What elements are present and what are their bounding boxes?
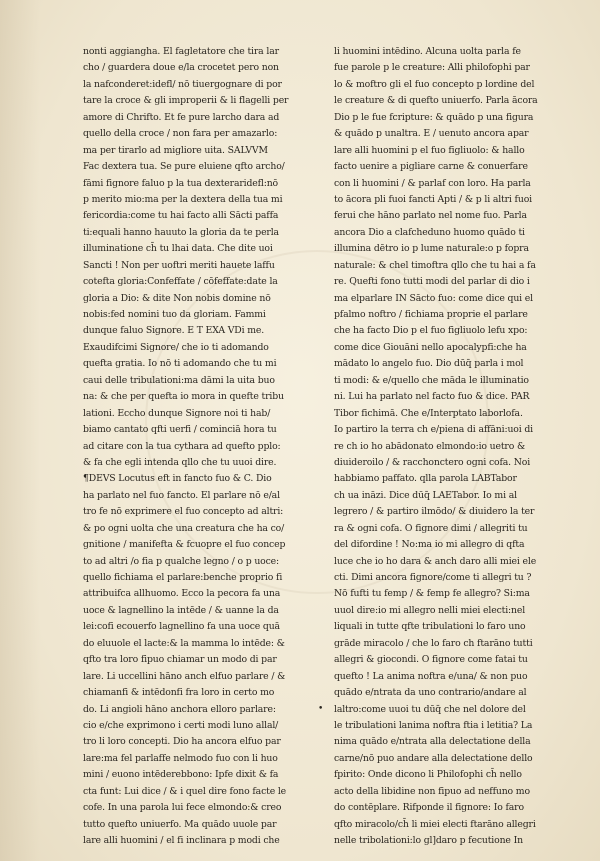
text-line: quello fichiama el parlare:benche proprio fi xyxy=(83,572,283,583)
right-text-column xyxy=(334,44,572,849)
text-line: uoce & lagnellino la intēde / & uanne la da xyxy=(83,604,279,616)
text-line: & fa che egli intenda qllo che tu uuoi dire. xyxy=(83,456,277,468)
text-line: to ācora pli fuoi fancti Apti / & p li altri fuoi xyxy=(334,193,532,205)
left-text-column xyxy=(83,44,311,849)
text-line: ra & ogni cofa. O fignore dimi / allegriti tu xyxy=(334,522,528,534)
text-line: na: & che per quefta io mora in quefte tribu xyxy=(83,391,284,403)
text-line: cotefta gloria:Confeffate / cōfeffate:date la xyxy=(83,276,278,288)
text-line: Nō fufti tu femp / & femp fe allegro? Si:ma xyxy=(334,588,530,600)
text-line: cofe. In una parola lui fece elmondo:& creo xyxy=(83,802,282,814)
text-line: tro fe nō exprimere el fuo concepto ad altri: xyxy=(83,506,284,518)
text-line: li huomini intēdino. Alcuna uolta parla fe xyxy=(334,46,521,57)
text-line: ma elparlare IN Sācto fuo: come dice qui el xyxy=(334,292,533,304)
text-line: fpirito: Onde dicono li Philofophi ch̄ nello xyxy=(334,769,522,781)
text-line: del difordine ! No:ma io mi allegro di qfta xyxy=(334,539,525,551)
text-line: tare la croce & gli improperii & li flagelli per xyxy=(83,95,289,107)
text-line: lare:ma fel parlaffe nelmodo fuo con li huo xyxy=(83,752,278,764)
text-line: fericordia:come tu hai facto alli Sācti paffa xyxy=(83,210,279,222)
text-line: cio e/che exprimono i certi modi luno allal/ xyxy=(83,719,279,731)
text-line: lei:cofi ecouerfo lagnellino fa una uoce quā xyxy=(83,621,280,633)
text-line: caui delle tribulationi:ma dāmi la uita buo xyxy=(83,374,275,386)
text-line: ti modi: & e/quello che māda le illuminatio xyxy=(334,374,529,386)
text-line: uuol dire:io mi allegro nelli miei electi:nel xyxy=(334,604,526,616)
text-line: Io partiro la terra ch e/piena di affāni:uoi di xyxy=(334,424,533,436)
text-line: Sancti ! Non per uoftri meriti hauete laffu xyxy=(83,259,275,271)
text-line: tutto quefto uniuerfo. Ma quādo uuole par xyxy=(83,818,277,830)
text-line: le tribulationi lanima noftra ftia i letitia? La xyxy=(334,719,533,731)
text-line: & quādo p unaltra. E / uenuto ancora apar xyxy=(334,128,529,140)
text-line: nelle tribolationi:lo gl]daro p fecutione In xyxy=(334,835,523,846)
text-line: chiamanfi & intēdonfi fra loro in certo mo xyxy=(83,687,275,699)
text-line: cti. Dimi ancora fignore/come ti allegri tu ? xyxy=(334,572,532,583)
text-line: attribuifca allhuomo. Ecco la pecora fa una xyxy=(83,588,281,600)
text-line: pfalmo noftro / fichiama proprie el parlare xyxy=(334,309,528,320)
text-line: gnitione / manifefta & fcuopre el fuo concep xyxy=(83,539,286,551)
text-line: illuminatione ch̄ tu lhai data. Che dite uoi xyxy=(83,243,273,255)
text-line: tro li loro concepti. Dio ha ancora elfuo par xyxy=(83,736,281,748)
text-line: dunque faluo Signore. E T EXA VDi me. xyxy=(83,325,265,337)
text-line: Exaudifcimi Signore/ che io ti adomando xyxy=(83,341,269,353)
text-line: lare. Li uccellini hāno anch elfuo parlare / & xyxy=(83,670,286,682)
text-line: lare alli huomini p el fuo figliuolo: & hallo xyxy=(334,144,525,156)
text-line: acto della libidine non fipuo ad neffuno mo xyxy=(334,785,530,797)
text-line: amore di Chrifto. Et fe pure larcho dara ad xyxy=(83,111,280,123)
text-line: luce che io ho dara & anch daro alli miei ele xyxy=(334,555,537,567)
text-line: come dice Giouāni nello apocalypfi:che ha xyxy=(334,341,527,353)
text-line: Tibor fichimā. Che e/Interptato laborlofa. xyxy=(334,407,523,419)
text-line: do eluuole el lacte:& la mamma lo intēde: & xyxy=(83,637,285,649)
text-line: lare alli huomini / el fi inclinara p modi che xyxy=(83,835,280,846)
text-line: ma per tirarlo ad migliore uita. SALVVM xyxy=(83,144,268,156)
text-line: habbiamo paffato. qlla parola LABTabor xyxy=(334,473,517,485)
text-line: ¶DEVS Locutus eft in fancto fuo & C. Dio xyxy=(83,473,272,485)
text-line: qfto miracolo/ch̄ li miei electi ftarāno allegri xyxy=(334,818,536,830)
text-line: allegri & giocondi. O fignore come fatai tu xyxy=(334,654,528,666)
text-line: re ch io ho abādonato elmondo:io uetro & xyxy=(334,440,526,452)
text-line: grāde miracolo / che lo faro ch ftarāno tutti xyxy=(334,637,533,649)
text-line: ni. Lui ha parlato nel facto fuo & dice. PAR xyxy=(334,391,530,403)
text-line: Dio p le fue fcripture: & quādo p una figura xyxy=(334,111,534,123)
text-line: gloria a Dio: & dite Non nobis domine nō xyxy=(83,292,271,304)
text-line: laltro:come uuoi tu dūq̄ che nel dolore del xyxy=(334,703,526,715)
text-line: naturale: & chel timoftra qllo che tu hai a fa xyxy=(334,259,536,271)
text-line: fue parole p le creature: Alli philofophi par xyxy=(334,62,530,74)
text-line: illumina dētro io p lume naturale:o p fopra xyxy=(334,243,529,255)
text-line: legrero / & partiro ilmōdo/ & diuidero la ter xyxy=(334,506,535,518)
text-line: quādo e/ntrata da uno contrario/andare al xyxy=(334,687,527,699)
text-line: biamo cantato qfti uerfi / cominciā hora tu xyxy=(83,424,277,436)
text-line: facto uenire a pigliare carne & conuerfare xyxy=(334,161,528,173)
text-line: ancora Dio a clafcheduno huomo quādo ti xyxy=(334,226,525,238)
text-line: la nafconderet:idefl/ nō tiuergognare di por xyxy=(83,78,282,90)
text-line: p merito mio:ma per la dextera della tua mi xyxy=(83,193,283,205)
text-line: ti:equali hanno hauuto la gloria da te perla xyxy=(83,226,279,238)
page-edge-shadow xyxy=(0,0,40,861)
text-line: diuideroilo / & racchonctero ogni cofa. Noi xyxy=(334,456,531,468)
text-line: nonti aggiangha. El fagletatore che tira lar xyxy=(83,46,279,57)
text-line: quello della croce / non fara per amazarlo: xyxy=(83,128,278,140)
text-line: qfto tra loro fipuo chiamar un modo di par xyxy=(83,654,277,666)
text-line: carne/nō puo andare alla delectatione dello xyxy=(334,752,533,764)
text-line: ha parlato nel fuo fancto. El parlare nō e/al xyxy=(83,489,280,501)
text-line: mini / euono intēderebbono: Ipfe dixit & fa xyxy=(83,769,279,781)
text-line: do contēplare. Rifponde il fignore: Io faro xyxy=(334,802,524,814)
text-line: nobis:fed nomini tuo da gloriam. Fammi xyxy=(83,309,266,320)
text-line: mādato lo angelo fuo. Dio dūq̄ parla i mol xyxy=(334,358,524,370)
text-line: fāmi fignore faluo p la tua dexteraridefl:nō xyxy=(83,177,278,189)
text-line: to ad altri /o fia p qualche legno / o p uoce: xyxy=(83,555,280,567)
text-line: do. Li angioli hāno anchora elloro parlare: xyxy=(83,703,276,715)
text-line: lo & moftro gli el fuo concepto p lordine del xyxy=(334,78,535,90)
text-line: ferui che hāno parlato nel nome fuo. Parla xyxy=(334,210,527,222)
text-line: lationi. Eccho dunque Signore noi ti hab/ xyxy=(83,407,271,419)
text-line: quefta gratia. Io nō ti adomando che tu mi xyxy=(83,358,277,370)
text-line: che ha facto Dio p el fuo figliuolo lefu xpo: xyxy=(334,325,528,337)
text-line: re. Quefti fono tutti modi del parlar di dio i xyxy=(334,276,530,288)
text-line: nima quādo e/ntrata alla delectatione della xyxy=(334,736,531,748)
text-line: liquali in tutte qfte tribulationi lo faro uno xyxy=(334,621,526,633)
text-line: le creature & di quefto uniuerfo. Parla ācora xyxy=(334,95,538,107)
text-line: con li huomini / & parlaf con loro. Ha parla xyxy=(334,177,531,189)
text-line: cta funt: Lui dice / & i quel dire fono facte le xyxy=(83,785,287,797)
text-line: ch ua ināzi. Dice dūq̄ LAETabor. Io mi al xyxy=(334,489,517,501)
text-line: & po ogni uolta che una creatura che ha co/ xyxy=(83,522,285,534)
text-line: quefto ! La anima noftra e/una/ & non puo xyxy=(334,670,528,682)
margin-mark: • xyxy=(318,704,324,714)
text-line: Fac dextera tua. Se pure eluiene qfto archo/ xyxy=(83,161,285,173)
text-line: ad citare con la tua cythara ad quefto pplo: xyxy=(83,440,281,452)
text-line: cho / guardera doue e/la crocetet pero non xyxy=(83,62,279,74)
